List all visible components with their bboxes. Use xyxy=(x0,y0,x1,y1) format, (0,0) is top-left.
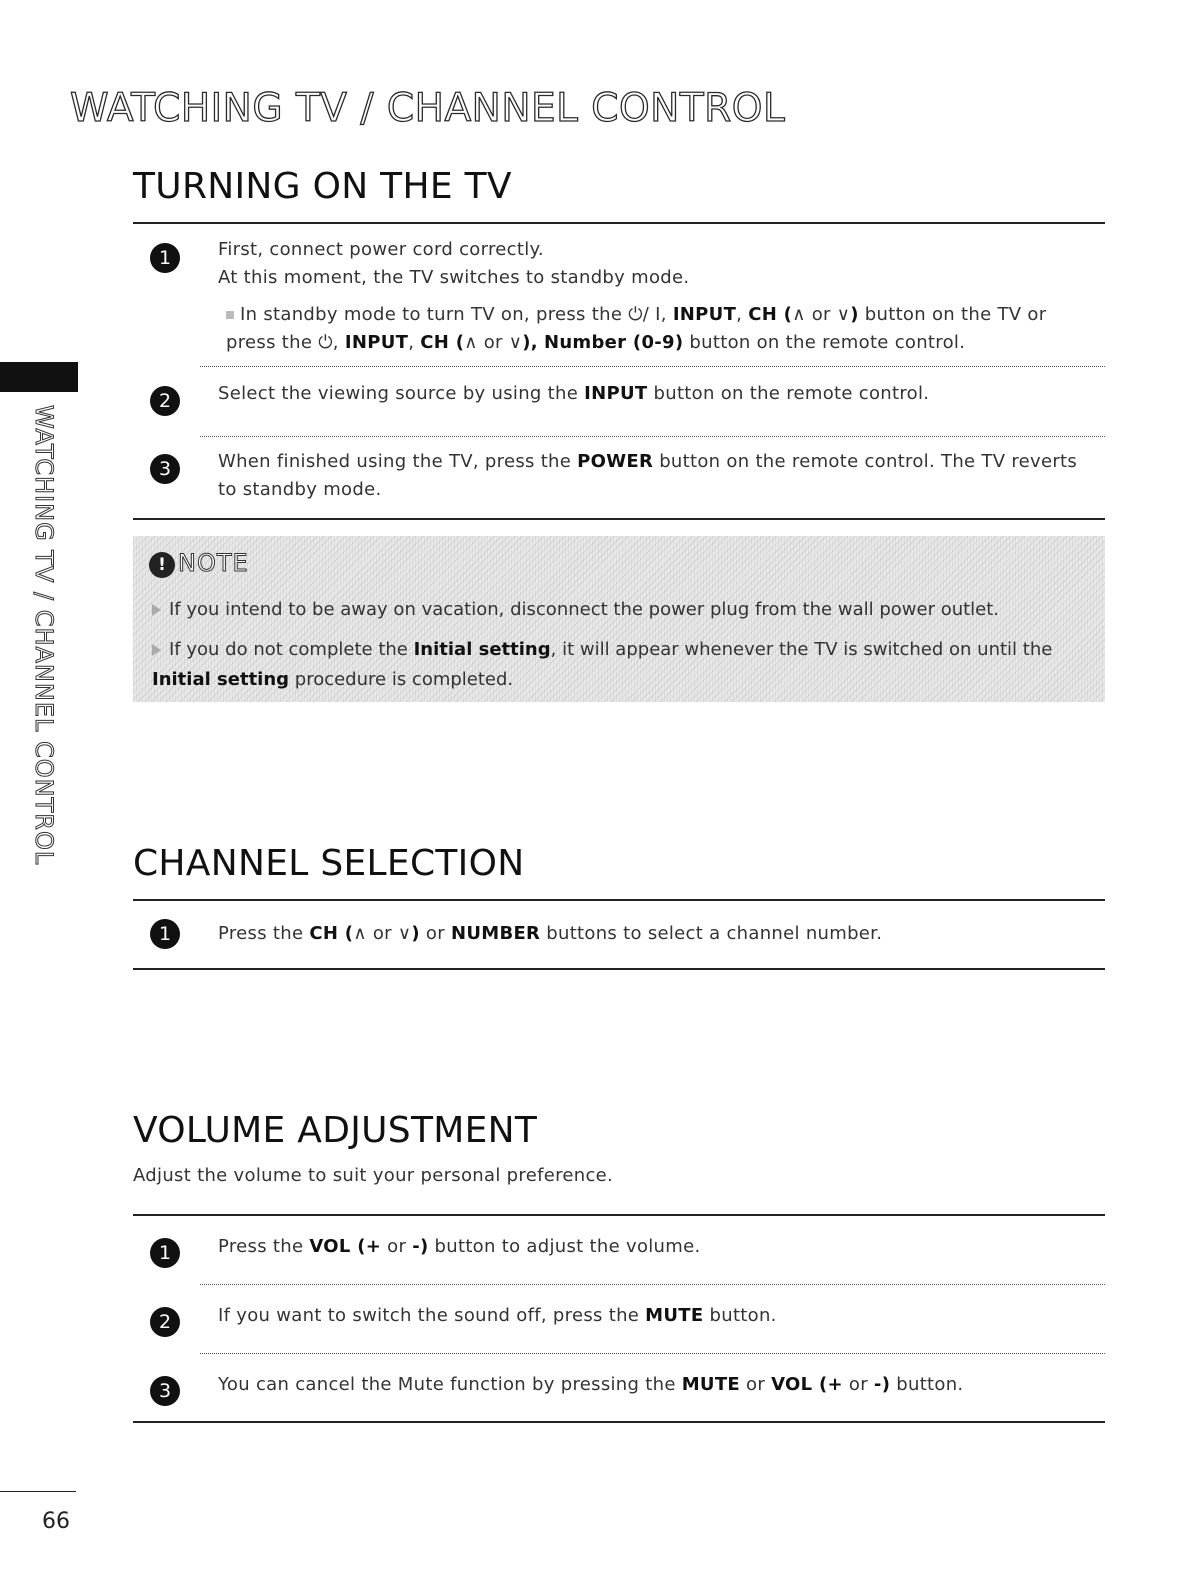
step-line: At this moment, the TV switches to standby mode. xyxy=(218,267,690,288)
bold-run: NUMBER xyxy=(450,923,541,944)
text-run: button on the remote control. The TV reverts to standby mode. xyxy=(218,451,1078,500)
triangle-bullet-icon xyxy=(152,644,161,656)
power-icon: ⏻ xyxy=(318,332,333,353)
section-rule xyxy=(133,968,1105,970)
text-run: or xyxy=(740,1374,772,1395)
section-title-turning-on: TURNING ON THE TV xyxy=(133,166,512,207)
bold-run: Initial setting xyxy=(152,669,290,690)
bold-run: MUTE xyxy=(645,1305,704,1326)
step-text xyxy=(218,380,1098,408)
text-run: , xyxy=(332,332,345,353)
step-text xyxy=(218,1371,1098,1399)
text-run: or xyxy=(805,304,837,325)
power-icon: ⏻ xyxy=(628,304,643,325)
text-run: You can cancel the Mute function by pressing the xyxy=(218,1374,682,1395)
text-run: If you intend to be away on vacation, disconnect the power plug from the wall power outlet. xyxy=(169,599,1000,620)
text-run: Press the xyxy=(218,923,310,944)
text-run: procedure is completed. xyxy=(289,669,514,690)
text-run: or xyxy=(842,1374,874,1395)
footer-rule xyxy=(0,1491,76,1492)
note-item xyxy=(152,595,1097,625)
text-run: buttons to select a channel number. xyxy=(540,923,883,944)
bullet-square-icon xyxy=(226,311,234,319)
text-run: / I, xyxy=(642,304,673,325)
page-number: 66 xyxy=(42,1509,70,1534)
text-run: Select the viewing source by using the xyxy=(218,383,585,404)
step-number-badge: 1 xyxy=(150,243,180,273)
text-run: In standby mode to turn TV on, press the xyxy=(240,304,629,325)
text-run: If you want to switch the sound off, press the xyxy=(218,1305,646,1326)
bold-run: -) xyxy=(412,1236,429,1257)
section-intro: Adjust the volume to suit your personal preference. xyxy=(133,1165,614,1186)
standby-sub-note xyxy=(226,301,1096,357)
step-text xyxy=(218,1233,1098,1261)
text-run: button to adjust the volume. xyxy=(428,1236,701,1257)
step-divider xyxy=(200,1284,1105,1285)
text-run: button. xyxy=(703,1305,777,1326)
text-run: Press the xyxy=(218,1236,310,1257)
step-text xyxy=(218,920,1098,948)
section-rule xyxy=(133,1214,1105,1216)
bold-run: CH ( xyxy=(309,923,354,944)
note-icon: ! xyxy=(149,552,175,578)
text-run: button. xyxy=(890,1374,964,1395)
step-text xyxy=(218,236,1098,292)
bold-run: INPUT xyxy=(672,304,737,325)
chevron-up-icon: ∧ xyxy=(353,923,367,944)
text-run: or xyxy=(381,1236,413,1257)
chevron-up-icon: ∧ xyxy=(464,332,478,353)
step-text xyxy=(218,448,1088,504)
text-run: button on the TV or press the xyxy=(226,304,1047,353)
step-divider xyxy=(200,366,1105,367)
sidebar-tab-marker xyxy=(0,362,78,392)
bold-run: CH ( xyxy=(420,332,465,353)
step-number-badge: 1 xyxy=(150,1238,180,1268)
bold-run: CH ( xyxy=(748,304,793,325)
section-rule xyxy=(133,899,1105,901)
bold-run: Initial setting xyxy=(413,639,551,660)
chevron-down-icon: ∨ xyxy=(397,923,412,944)
step-number-badge: 3 xyxy=(150,1376,180,1406)
bold-run: ), xyxy=(522,332,538,353)
text-run: , xyxy=(408,332,421,353)
step-line: First, connect power cord correctly. xyxy=(218,239,544,260)
text-run: button on the remote control. xyxy=(647,383,930,404)
bold-run: ) xyxy=(850,304,859,325)
step-text xyxy=(218,1302,1098,1330)
section-title-volume-adjustment: VOLUME ADJUSTMENT xyxy=(133,1110,538,1151)
step-number-badge: 2 xyxy=(150,386,180,416)
text-run: , it will appear whenever the TV is switched on until the xyxy=(550,639,1053,660)
bold-run: -) xyxy=(873,1374,891,1395)
chevron-up-icon: ∧ xyxy=(792,304,806,325)
bold-run: MUTE xyxy=(681,1374,741,1395)
note-heading: NOTE xyxy=(178,549,249,577)
bold-run: POWER xyxy=(577,451,654,472)
chapter-title: WATCHING TV / CHANNEL CONTROL xyxy=(70,86,786,131)
bold-run: INPUT xyxy=(584,383,648,404)
text-run: or xyxy=(477,332,509,353)
text-run: If you do not complete the xyxy=(169,639,414,660)
note-item xyxy=(152,635,1097,695)
bold-run: INPUT xyxy=(344,332,409,353)
chevron-down-icon: ∨ xyxy=(836,304,851,325)
bold-run: ) xyxy=(411,923,420,944)
step-number-badge: 3 xyxy=(150,454,180,484)
bold-run: VOL (+ xyxy=(309,1236,382,1257)
sidebar-chapter-label: WATCHING TV / CHANNEL CONTROL xyxy=(30,405,58,866)
text-run: or xyxy=(366,923,398,944)
text-run: , xyxy=(736,304,749,325)
section-title-channel-selection: CHANNEL SELECTION xyxy=(133,843,525,884)
step-number-badge: 1 xyxy=(150,919,180,949)
step-number-badge: 2 xyxy=(150,1307,180,1337)
step-divider xyxy=(200,1353,1105,1354)
section-rule xyxy=(133,1421,1105,1423)
text-run: button on the remote control. xyxy=(683,332,966,353)
chevron-down-icon: ∨ xyxy=(508,332,523,353)
step-divider xyxy=(200,436,1105,437)
bold-run: VOL (+ xyxy=(771,1374,843,1395)
text-run: or xyxy=(419,923,451,944)
section-rule xyxy=(133,518,1105,520)
bold-run: Number (0-9) xyxy=(543,332,684,353)
section-rule xyxy=(133,222,1105,224)
text-run: When finished using the TV, press the xyxy=(218,451,578,472)
triangle-bullet-icon xyxy=(152,604,161,616)
